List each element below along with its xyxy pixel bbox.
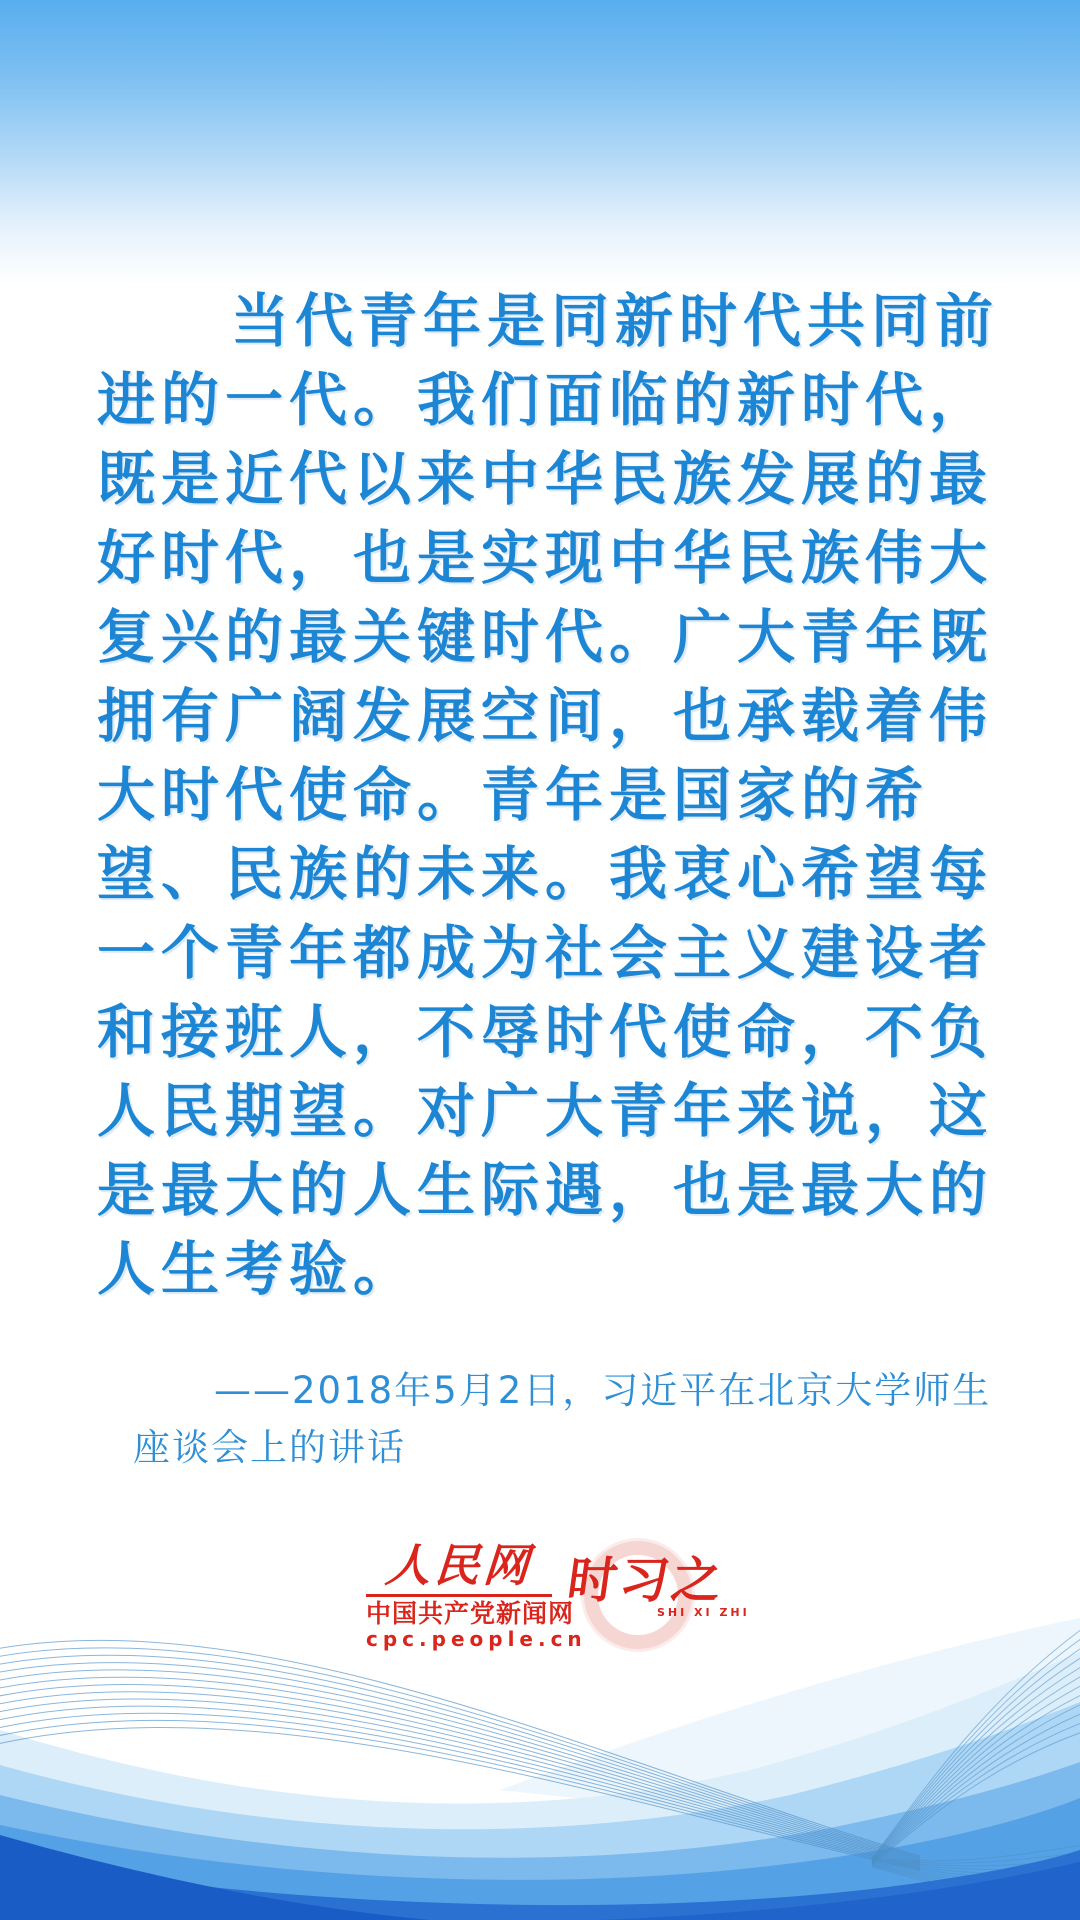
quote-line: 人生考验。: [97, 1235, 418, 1303]
peoples-daily-script-wordmark: 人民网: [383, 1539, 535, 1592]
shixizhi-pinyin: SHI XI ZHI: [657, 1606, 750, 1619]
quote-line: 是最大的人生际遇，也是最大的: [97, 1156, 994, 1224]
quote-line: 一个青年都成为社会主义建设者: [97, 919, 994, 987]
cpc-news-site-name: 中国共产党新闻网: [366, 1599, 575, 1628]
quote-line: 望、民族的未来。我衷心希望每: [97, 840, 994, 908]
quote-line: 拥有广阔发展空间，也承载着伟: [97, 682, 994, 750]
quote-block: [97, 282, 1012, 1309]
attribution-line: ——2018年5月2日，习近平在北京大学师生: [214, 1369, 992, 1412]
quote-line: 当代青年是同新时代共同前: [231, 287, 1000, 355]
cpc-news-url: cpc.people.cn: [366, 1627, 587, 1651]
quote-line: 和接班人，不辱时代使命，不负: [97, 998, 994, 1066]
quote-line: 大时代使命。青年是国家的希: [97, 761, 930, 829]
quote-line: 复兴的最关键时代。广大青年既: [97, 603, 994, 671]
bottom-wave-decoration: [0, 1590, 1080, 1920]
quote-line: 好时代，也是实现中华民族伟大: [97, 524, 994, 592]
quote-line: 既是近代以来中华民族发展的最: [97, 445, 994, 513]
quote-line: 进的一代。我们面临的新时代，: [97, 366, 994, 434]
quote-attribution: [133, 1362, 992, 1476]
shixizhi-wordmark: 时习之: [563, 1552, 729, 1609]
quote-line: 人民期望。对广大青年来说，这: [97, 1077, 994, 1145]
top-sky-gradient: [0, 0, 1080, 285]
attribution-line: 座谈会上的讲话: [133, 1426, 406, 1469]
